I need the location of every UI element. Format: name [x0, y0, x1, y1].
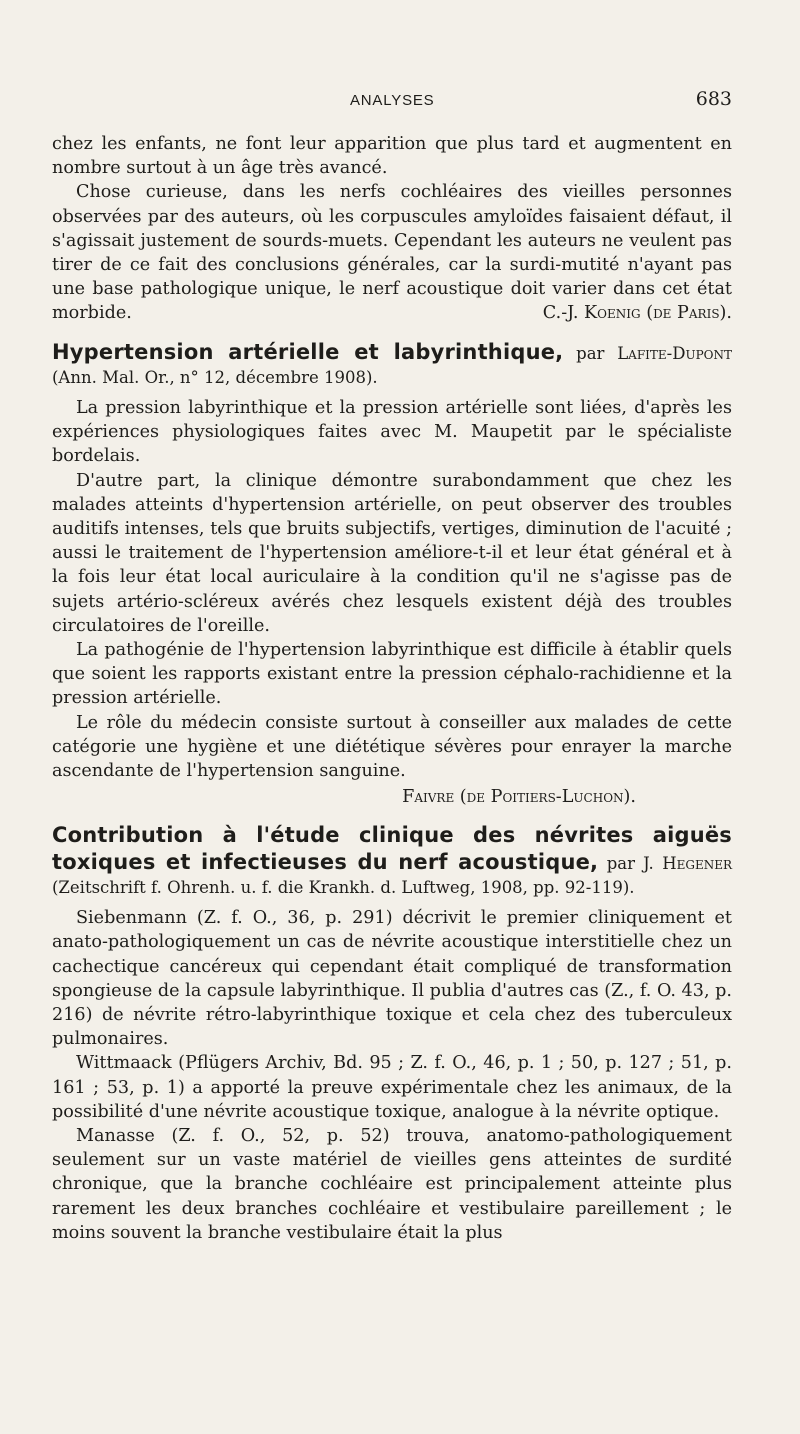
article-1-author: Lafite-Dupont: [617, 343, 732, 363]
running-head: ANALYSES: [350, 92, 435, 109]
article-1-signature: Faivre (de Poitiers-Luchon).: [402, 787, 636, 808]
intro-paragraph-1: chez les enfants, ne font leur apparition que plus tard et augmentent en nombre surtout à un âge très avancé.: [52, 134, 732, 179]
article-2-paragraph: Wittmaack (Pflügers Archiv, Bd. 95 ; Z. f. O., 46, p. 1 ; 50, p. 127 ; 51, p. 161 ; 53, p. 1) a apporté la preuve expérimentale chez les animaux, de la possibilité d'une névrite acoustique toxique, analogue à la névrite optique.: [52, 1053, 732, 1122]
page-number: 683: [695, 88, 732, 110]
article-1-paragraph: La pression labyrinthique et la pression artérielle sont liées, d'après les expériences physiologiques faites avec M. Maupetit par le spécialiste bordelais.: [52, 398, 732, 467]
article-2-paragraph: Manasse (Z. f. O., 52, p. 52) trouva, anatomo-pathologiquement seulement sur un vaste matériel de vieilles gens atteintes de surdité chronique, que la branche cochléaire est principalement atteinte plus rarement les deux branches cochléaire et vestibulaire pareillement ; le moins souvent la branche vestibulaire était la plus: [52, 1125, 732, 1243]
article-2-title: Contribution à l'étude clinique des névrites aiguës toxiques et infectieuses du nerf acoustique,: [52, 823, 732, 874]
page-header: [350, 88, 732, 110]
intro-paragraph-2-text: Chose curieuse, dans les nerfs cochléaires des vieilles personnes observées par des auteurs, où les corpuscules amyloïdes faisaient défaut, il s'agissait justement de sourds-muets. Cependant les auteurs ne veulent pas tirer de ce fait des conclusions générales, car la surdi-mutité n'ayant pas une base pathologique unique, le nerf acoustique doit varier dans cet état morbide.: [52, 182, 732, 324]
article-2-author: Hegener: [662, 853, 733, 873]
article-1-byline-prefix: par: [576, 343, 605, 363]
article-1-paragraph: La pathogénie de l'hypertension labyrinthique est difficile à établir quels que soient les rapports existant entre la pression céphalo-rachidienne et la pression artérielle.: [52, 640, 732, 709]
intro-signature: C.-J. Koenig (de Paris).: [542, 303, 732, 324]
article-2-heading: [52, 823, 732, 900]
article-2-paragraph: Siebenmann (Z. f. O., 36, p. 291) décrivit le premier cliniquement et anato-pathologiquement un cas de névrite acoustique interstitielle chez un cachectique cancéreux qui cependant était compliqué de transformation spongieuse de la capsule labyrinthique. Il publia d'autres cas (Z., f. O. 43, p. 216) de névrite rétro-labyrinthique toxique et cela chez des tuberculeux pulmonaires.: [52, 908, 732, 1050]
article-1-title: Hypertension artérielle et labyrinthique,: [52, 339, 564, 364]
article-1-paragraph: D'autre part, la clinique démontre surabondamment que chez les malades atteints d'hypertension artérielle, on peut observer des troubles auditifs intenses, tels que bruits subjectifs, vertiges, diminution de l'acuité ; aussi le traitement de l'hypertension améliore-t-il et leur état général et à la fois leur état local auriculaire à la condition qu'il ne s'agisse pas de sujets artério-scléreux avérés chez lesquels existent déjà des troubles circulatoires de l'oreille.: [52, 470, 732, 636]
intro-paragraph-2: [52, 180, 732, 325]
article-2-reference: (Zeitschrift f. Ohrenh. u. f. die Krankh. d. Luftweg, 1908, pp. 92-119).: [52, 877, 635, 897]
article-1-reference: (Ann. Mal. Or., n° 12, décembre 1908).: [52, 367, 378, 387]
article-1-heading: [52, 340, 732, 390]
article-1-paragraph: Le rôle du médecin consiste surtout à conseiller aux malades de cette catégorie une hygiène et une diététique sévères pour enrayer la marche ascendante de l'hypertension sanguine.: [52, 712, 732, 782]
article-2-byline-prefix: par J.: [606, 853, 654, 873]
